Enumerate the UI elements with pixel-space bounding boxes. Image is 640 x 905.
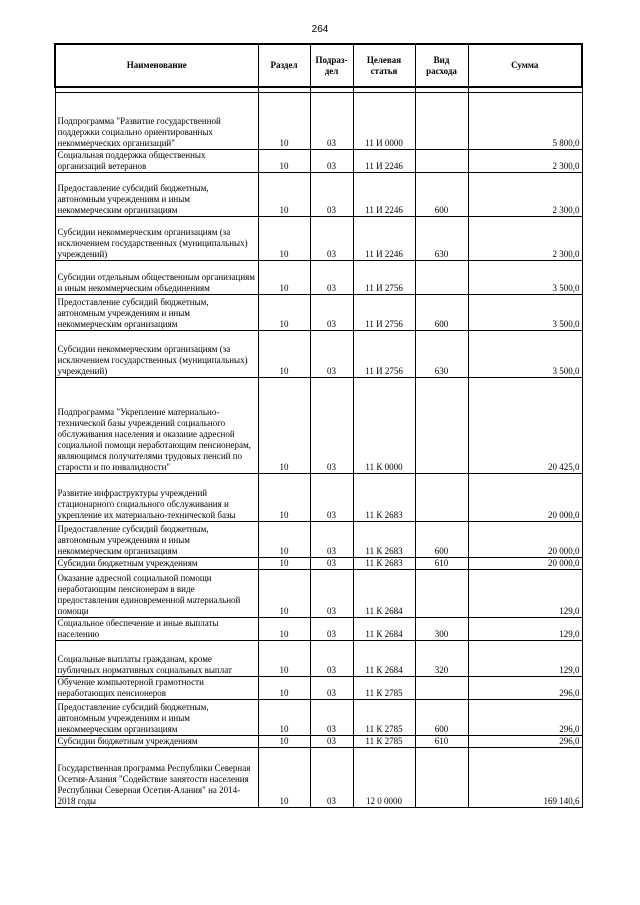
cell-name: Развитие инфраструктуры учреждений стационарного социального обслуживания и укрепление их материально-технической базы	[55, 474, 258, 522]
cell-subsection: 03	[310, 261, 353, 295]
cell-subsection: 03	[310, 93, 353, 150]
cell-expense-type: 600	[415, 700, 468, 736]
cell-subsection: 03	[310, 677, 353, 700]
cell-subsection: 03	[310, 378, 353, 474]
cell-section: 10	[258, 618, 310, 641]
cell-section: 10	[258, 173, 310, 217]
cell-subsection: 03	[310, 522, 353, 558]
cell-subsection: 03	[310, 173, 353, 217]
cell-target: 11 И 2246	[353, 150, 415, 173]
table-row	[55, 295, 582, 331]
cell-sum: 296,0	[468, 677, 582, 700]
col-header-subsection: Подраз-дел	[310, 44, 353, 87]
cell-target: 11 И 0000	[353, 93, 415, 150]
cell-section: 10	[258, 261, 310, 295]
cell-expense-type	[415, 261, 468, 295]
cell-name: Предоставление субсидий бюджетным, автономным учреждениям и иным некоммерческим организациям	[55, 700, 258, 736]
cell-name: Подпрограмма "Укрепление материально-технической базы учреждений социального обслуживания населения и оказание адресной социальной помощи неработающим пенсионерам, являющимся получателями трудовых пенсий по старости и по инвалидности"	[55, 378, 258, 474]
cell-target: 11 И 2756	[353, 295, 415, 331]
table-row	[55, 618, 582, 641]
cell-target: 11 К 2683	[353, 474, 415, 522]
cell-name: Предоставление субсидий бюджетным, автономным учреждениям и иным некоммерческим организациям	[55, 522, 258, 558]
cell-target: 11 К 2684	[353, 570, 415, 618]
cell-sum: 2 300,0	[468, 150, 582, 173]
cell-section: 10	[258, 217, 310, 261]
cell-target: 11 И 2756	[353, 261, 415, 295]
cell-section: 10	[258, 700, 310, 736]
cell-expense-type: 610	[415, 736, 468, 748]
cell-section: 10	[258, 558, 310, 570]
col-header-sum: Сумма	[468, 44, 582, 87]
table-row	[55, 700, 582, 736]
cell-subsection: 03	[310, 295, 353, 331]
cell-name: Предоставление субсидий бюджетным, автономным учреждениям и иным некоммерческим организациям	[55, 295, 258, 331]
cell-expense-type	[415, 748, 468, 808]
cell-sum: 296,0	[468, 700, 582, 736]
cell-sum: 129,0	[468, 641, 582, 677]
cell-sum: 129,0	[468, 618, 582, 641]
col-header-name: Наименование	[55, 44, 258, 87]
cell-sum: 2 300,0	[468, 217, 582, 261]
cell-expense-type: 610	[415, 558, 468, 570]
cell-section: 10	[258, 378, 310, 474]
table-row	[55, 474, 582, 522]
table-row	[55, 378, 582, 474]
cell-expense-type	[415, 93, 468, 150]
cell-sum: 3 500,0	[468, 261, 582, 295]
cell-section: 10	[258, 295, 310, 331]
cell-name: Субсидии бюджетным учреждениям	[55, 736, 258, 748]
table-row	[55, 150, 582, 173]
table-row	[55, 217, 582, 261]
cell-section: 10	[258, 150, 310, 173]
cell-target: 11 К 2785	[353, 736, 415, 748]
cell-sum: 5 800,0	[468, 93, 582, 150]
cell-name: Субсидии бюджетным учреждениям	[55, 558, 258, 570]
cell-target: 11 И 2246	[353, 217, 415, 261]
cell-expense-type: 600	[415, 522, 468, 558]
table-row	[55, 641, 582, 677]
page-number: 264	[311, 24, 329, 35]
cell-target: 11 К 2683	[353, 558, 415, 570]
cell-sum: 3 500,0	[468, 331, 582, 378]
cell-sum: 20 425,0	[468, 378, 582, 474]
col-header-section: Раздел	[258, 44, 310, 87]
cell-name: Социальная поддержка общественных организаций ветеранов	[55, 150, 258, 173]
cell-expense-type	[415, 570, 468, 618]
cell-section: 10	[258, 331, 310, 378]
cell-expense-type	[415, 150, 468, 173]
cell-sum: 20 000,0	[468, 522, 582, 558]
cell-target: 11 И 2246	[353, 173, 415, 217]
cell-section: 10	[258, 641, 310, 677]
cell-sum: 296,0	[468, 736, 582, 748]
table-body	[55, 87, 582, 808]
cell-sum: 169 140,6	[468, 748, 582, 808]
cell-expense-type: 630	[415, 331, 468, 378]
cell-sum: 2 300,0	[468, 173, 582, 217]
cell-expense-type	[415, 677, 468, 700]
cell-subsection: 03	[310, 700, 353, 736]
table-row	[55, 93, 582, 150]
cell-target: 11 К 2684	[353, 641, 415, 677]
cell-section: 10	[258, 93, 310, 150]
cell-target: 11 И 2756	[353, 331, 415, 378]
cell-target: 11 К 2683	[353, 522, 415, 558]
col-header-target: Целевая статья	[353, 44, 415, 87]
budget-table	[54, 43, 583, 808]
cell-name: Социальное обеспечение и иные выплаты населению	[55, 618, 258, 641]
table-row	[55, 736, 582, 748]
cell-name: Обучение компьютерной грамотности неработающих пенсионеров	[55, 677, 258, 700]
cell-name: Государственная программа Республики Северная Осетия-Алания "Содействие занятости населения Республики Северная Осетия-Алания" на 2014-2018 годы	[55, 748, 258, 808]
cell-expense-type: 630	[415, 217, 468, 261]
cell-subsection: 03	[310, 217, 353, 261]
cell-section: 10	[258, 474, 310, 522]
cell-subsection: 03	[310, 150, 353, 173]
cell-subsection: 03	[310, 570, 353, 618]
cell-target: 11 К 2785	[353, 700, 415, 736]
cell-name: Субсидии некоммерческим организациям (за исключением государственных (муниципальных) учреждений)	[55, 217, 258, 261]
cell-expense-type: 600	[415, 295, 468, 331]
cell-name: Предоставление субсидий бюджетным, автономным учреждениям и иным некоммерческим организациям	[55, 173, 258, 217]
cell-subsection: 03	[310, 736, 353, 748]
cell-subsection: 03	[310, 331, 353, 378]
cell-expense-type: 300	[415, 618, 468, 641]
cell-sum: 20 000,0	[468, 558, 582, 570]
table-row	[55, 522, 582, 558]
table-header-row	[55, 44, 582, 87]
cell-subsection: 03	[310, 474, 353, 522]
table-row	[55, 173, 582, 217]
cell-subsection: 03	[310, 748, 353, 808]
table-row	[55, 748, 582, 808]
cell-target: 11 К 2684	[353, 618, 415, 641]
cell-name: Оказание адресной социальной помощи неработающим пенсионерам в виде предоставления единовременной материальной помощи	[55, 570, 258, 618]
table-row	[55, 570, 582, 618]
cell-sum: 129,0	[468, 570, 582, 618]
cell-section: 10	[258, 736, 310, 748]
cell-expense-type	[415, 378, 468, 474]
cell-expense-type: 320	[415, 641, 468, 677]
cell-sum: 20 000,0	[468, 474, 582, 522]
cell-section: 10	[258, 677, 310, 700]
cell-name: Социальные выплаты гражданам, кроме публичных нормативных социальных выплат	[55, 641, 258, 677]
table-row	[55, 261, 582, 295]
cell-target: 12 0 0000	[353, 748, 415, 808]
cell-subsection: 03	[310, 558, 353, 570]
table-row	[55, 558, 582, 570]
cell-expense-type: 600	[415, 173, 468, 217]
cell-target: 11 К 0000	[353, 378, 415, 474]
cell-section: 10	[258, 522, 310, 558]
cell-name: Субсидии отдельным общественным организациям и иным некоммерческим объединениям	[55, 261, 258, 295]
cell-sum: 3 500,0	[468, 295, 582, 331]
cell-subsection: 03	[310, 641, 353, 677]
cell-section: 10	[258, 748, 310, 808]
cell-target: 11 К 2785	[353, 677, 415, 700]
cell-name: Подпрограмма "Развитие государственной поддержки социально ориентированных некоммерческих организаций"	[55, 93, 258, 150]
table-row	[55, 331, 582, 378]
col-header-expense-type: Вид расхода	[415, 44, 468, 87]
cell-section: 10	[258, 570, 310, 618]
cell-subsection: 03	[310, 618, 353, 641]
cell-expense-type	[415, 474, 468, 522]
table-row	[55, 677, 582, 700]
cell-name: Субсидии некоммерческим организациям (за исключением государственных (муниципальных) учреждений)	[55, 331, 258, 378]
